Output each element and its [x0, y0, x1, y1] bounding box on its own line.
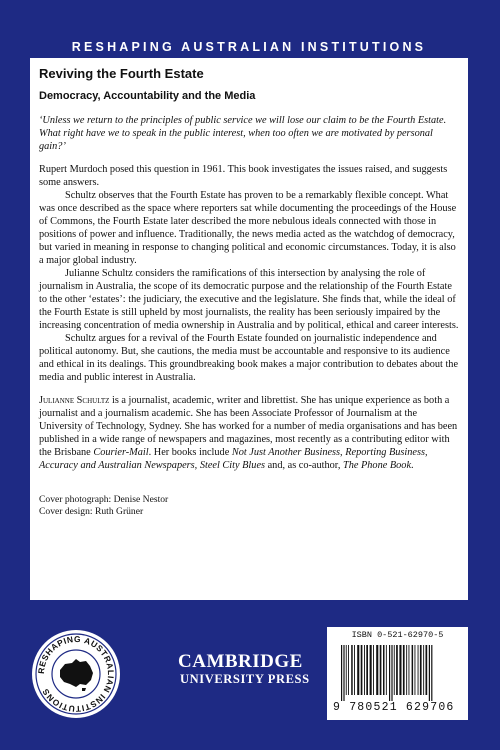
barcode-bar — [366, 645, 368, 695]
seal-icon — [30, 628, 122, 720]
back-cover-text-panel — [30, 58, 468, 600]
blurb-paragraph-1: Rupert Murdoch posed this question in 1961. This book investigates the issues raised, and suggests some answers. — [39, 164, 448, 188]
author-bio-italic-2: Not Just Another Business, Reporting Business, Accuracy and Australian Newspapers, Steel City Blues — [39, 447, 428, 471]
blurb-paragraph-2: Schultz observes that the Fourth Estate has proven to be a remarkably flexible concept. What was once described as the space where reporters sat while documenting the proceedings of the House of Commons, the Fourth Estate later described the more nebulous ideals connected with those in positions of power and influence. Traditionally, the news media acted as the watchdog of democracy, but varied in meaning in response to changing political and economic circumstances. Today, it is also a major global industry. — [39, 190, 457, 266]
barcode-label — [327, 627, 468, 720]
barcode-bar — [415, 645, 416, 695]
barcode-bar — [391, 645, 392, 701]
author-name: Julianne Schultz — [39, 395, 110, 406]
cover-photo-credit: Cover photograph: Denise Nestor — [39, 494, 169, 505]
barcode-bar — [429, 645, 430, 701]
barcode-bar — [376, 645, 378, 695]
barcode-bar — [399, 645, 401, 695]
isbn-text: ISBN 0-521-62970-5 — [351, 630, 444, 640]
book-subtitle: Democracy, Accountability and the Media — [39, 90, 256, 102]
barcode-icon — [339, 645, 461, 701]
barcode-bar — [423, 645, 424, 695]
barcode-bar — [373, 645, 374, 695]
barcode-bar — [386, 645, 387, 695]
barcode-bar — [389, 645, 390, 701]
svg-text:RESHAPING AUSTRALIAN INSTITUTI: RESHAPING AUSTRALIAN INSTITUTIONS — [35, 633, 117, 715]
spacer — [39, 153, 460, 163]
murdoch-quote: ‘Unless we return to the principles of public service we will lose our claim to be the Fourth Estate. What right have we to speak in the public interest, when too often we are motivated by personal gain?’ — [39, 115, 447, 152]
barcode-bar — [364, 645, 365, 695]
barcode-bar — [403, 645, 405, 695]
author-bio-italic-3: The Phone Book — [342, 460, 412, 471]
barcode-bar — [357, 645, 359, 695]
barcode-bar — [341, 645, 342, 701]
footer — [30, 600, 468, 728]
author-bio-text-2: . Her books include — [148, 447, 232, 458]
barcode-bar — [409, 645, 410, 695]
publisher-subname: UNIVERSITY PRESS — [180, 672, 310, 686]
barcode-number: 9 780521 629706 — [333, 701, 455, 714]
barcode-bar — [361, 645, 363, 695]
blurb-paragraph-3: Julianne Schultz considers the ramifications of this intersection by analysing the role of journalism in Australia, the scope of its democratic purpose and the relationship of the Fourth Estate to the other ‘estates’: the judiciary, the executive and the legislature. She finds that, while the ideal of the Fourth Estate is still upheld by most journalists, the reality has been seriously impaired by the increasing concentration of media ownership in Australia and by political, ethical and career interests. — [39, 268, 459, 331]
barcode-bar — [343, 645, 344, 701]
cover-credits — [39, 494, 460, 518]
spacer — [39, 384, 460, 394]
blurb-paragraph-4: Schultz argues for a revival of the Fourth Estate founded on journalistic independence and political autonomy. But, she cautions, the media must be accountable and responsive to its audience and ethical in its dealings. This groundbreaking book makes a major contribution to debates about the media and public interest in Australia. — [39, 333, 459, 383]
barcode-bar — [383, 645, 385, 695]
book-title: Reviving the Fourth Estate — [39, 66, 204, 81]
series-seal-logo — [30, 628, 122, 720]
barcode-bar — [348, 645, 349, 695]
author-bio-text-3: and, as co-author, — [265, 460, 343, 471]
barcode-bar — [380, 645, 382, 695]
barcode-bar — [406, 645, 407, 695]
barcode-bar — [420, 645, 422, 695]
cover-design-credit: Cover design: Ruth Grüner — [39, 506, 144, 518]
barcode-bar — [396, 645, 398, 695]
barcode-bar — [394, 645, 395, 695]
barcode-bar — [431, 645, 432, 701]
author-bio-text-1: is a journalist, academic, writer and librettist. She has unique experience as both a journalist and a journalism academic. She has been Associate Professor of Journalism at the University of Technology, Sydney. She has worked for a number of media organisations and has been published in a wide range of newspapers and magazines, most recently as a contributing editor with the Brisbane — [39, 395, 458, 458]
publisher-name: CAMBRIDGE — [178, 651, 303, 672]
publisher-logo — [178, 652, 310, 686]
barcode-bar — [418, 645, 419, 695]
series-banner: RESHAPING AUSTRALIAN INSTITUTIONS — [71, 40, 427, 54]
barcode-bar — [370, 645, 372, 695]
barcode-bar — [412, 645, 414, 695]
barcode-bar — [354, 645, 355, 695]
barcode-bar — [346, 645, 347, 695]
barcode-bar — [426, 645, 428, 695]
barcode-bar — [351, 645, 353, 695]
author-bio-italic-1: Courier-Mail — [93, 447, 149, 458]
author-bio-text-4: . — [411, 460, 414, 471]
author-bio — [39, 394, 460, 472]
